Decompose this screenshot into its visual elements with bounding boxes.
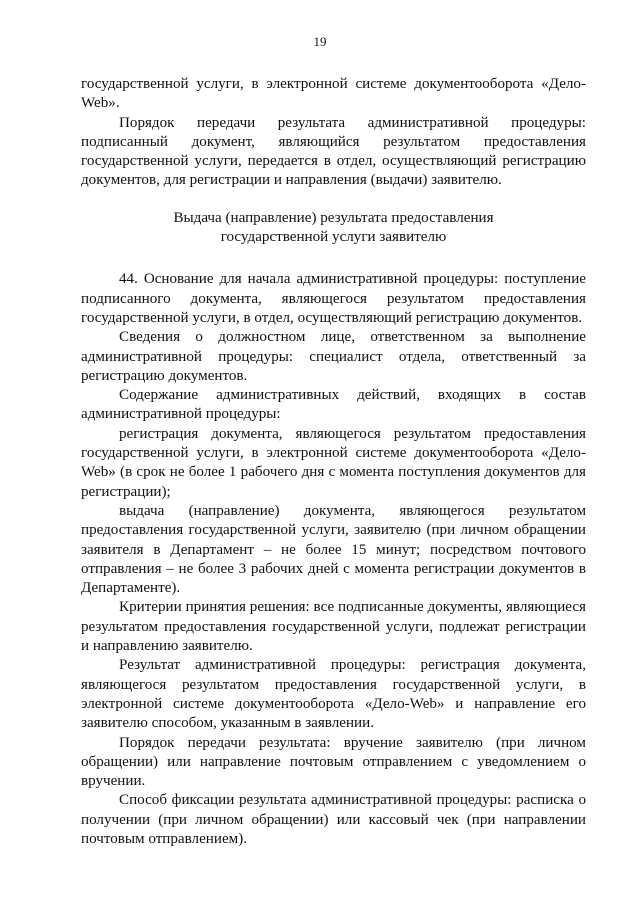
- paragraph: 44. Основание для начала административной процедуры: поступление подписанного документа, являющегося результатом предоставления государственной услуги, в отдел, осуществляющий регистрацию документов.: [81, 271, 586, 326]
- document-body: [81, 75, 586, 849]
- page-number: 19: [313, 34, 327, 49]
- paragraph: Критерии принятия решения: все подписанные документы, являющиеся результатом предоставления государственной услуги, подлежат регистрации и направлению заявителю.: [81, 599, 586, 655]
- section-heading: [81, 209, 586, 248]
- section-heading-line: государственной услуги заявителю: [220, 229, 447, 246]
- paragraph: выдача (направление) документа, являющегося результатом предоставления государственной услуги, заявителю (при личном обращении заявителя в Департамент – не более 15 минут; посредством почтового отправления – не более 3 рабочих дней с момента регистрации документов в Департаменте).: [81, 502, 586, 597]
- section-heading-line: Выдача (направление) результата предоставления: [173, 209, 494, 226]
- paragraph: Порядок передачи результата: вручение заявителю (при личном обращении) или направление почтовым отправлением с уведомлением о вручении.: [81, 734, 586, 790]
- paragraph: Способ фиксации результата административной процедуры: расписка о получении (при личном обращении) или кассовый чек (при направлении почтовым отправлением).: [81, 792, 586, 847]
- paragraph: Результат административной процедуры: регистрация документа, являющегося результатом предоставления государственной услуги, в электронной системе документооборота «Дело-Web» и направление его заявителю способом, указанным в заявлении.: [81, 657, 586, 732]
- paragraph: регистрация документа, являющегося результатом предоставления государственной услуги, в электронной системе документооборота «Дело-Web» (в срок не более 1 рабочего дня с момента поступления документов для регистрации);: [81, 425, 586, 500]
- paragraph: Сведения о должностном лице, ответственном за выполнение административной процедуры: специалист отдела, ответственный за регистрацию документов.: [81, 329, 586, 384]
- paragraph: Порядок передачи результата административной процедуры: подписанный документ, являющийся результатом предоставления государственной услуги, передается в отдел, осуществляющий регистрацию документов, для регистрации и направления (выдачи) заявителю.: [81, 114, 586, 189]
- paragraph-continuation: государственной услуги, в электронной системе документооборота «Дело-Web».: [81, 76, 586, 112]
- paragraph: Содержание административных действий, входящих в состав административной процедуры:: [81, 387, 586, 423]
